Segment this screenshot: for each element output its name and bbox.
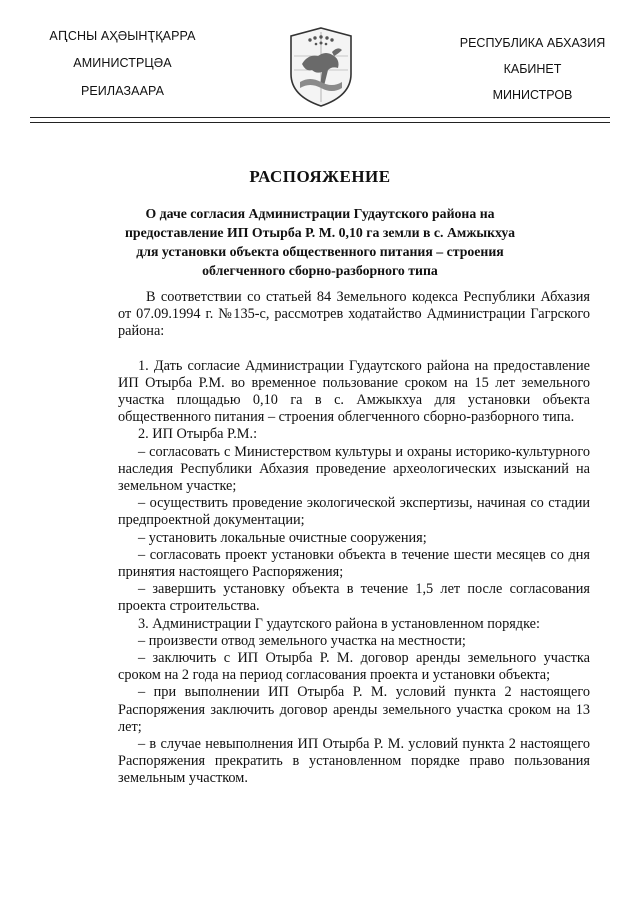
clause-3-item: – заключить с ИП Отырба Р. М. договор аренды земельного участка сроком на 2 года на период согласования проекта и установки объекта; xyxy=(118,650,590,684)
header-left-line: АԤСНЫ АҲӘЫНҬҚАРРА xyxy=(49,29,196,43)
header-left-line: РЕИЛАЗААРА xyxy=(80,84,165,98)
subject-line: предоставление ИП Отырба Р. М. 0,10 га земли в с. Амжыкхуа xyxy=(124,225,516,240)
clause-3-item: – при выполнении ИП Отырба Р. М. условий пункта 2 настоящего Распоряжения заключить договор аренды земельного участка сроком на 13 лет; xyxy=(118,684,590,735)
header-divider xyxy=(30,117,610,118)
header-right-line: МИНИСТРОВ xyxy=(492,88,573,102)
clause-1: 1. Дать согласие Администрации Гудаутского района на предоставление ИП Отырба Р.М. во временное пользование сроком на 15 лет земельного участка площадью 0,10 га в с. Амжыкхуа для установки объекта общественного питания – строения облегченного сборно-разборного типа. xyxy=(118,357,590,426)
clause-2-item: – согласовать с Министерством культуры и охраны историко-культурного наследия Республики Абхазия проведение археологических изысканий на земельном участке; xyxy=(118,443,590,495)
preamble-paragraph: В соответствии со статьей 84 Земельного кодекса Республики Абхазия от 07.09.1994 г. №135-с, рассмотрев ходатайство Администрации Гагрского района: xyxy=(118,289,590,340)
clause-2-item: – осуществить проведение экологической экспертизы, начиная со стадии предпроектной документации; xyxy=(118,495,590,529)
clause-2-item: – согласовать проект установки объекта в течение шести месяцев со дня принятия настоящего Распоряжения; xyxy=(118,546,590,581)
header-left-line: АМИНИСТРЦӘА xyxy=(73,56,172,70)
header-divider xyxy=(30,122,610,123)
clause-2-item: – завершить установку объекта в течение 1,5 лет после согласования проекта строительства. xyxy=(118,581,590,615)
document-title: РАСПОЯЖЕНИЕ xyxy=(249,167,391,186)
clause-3-item: – произвести отвод земельного участка на местности; xyxy=(138,632,466,649)
subject-line: для установки объекта общественного питания – строения xyxy=(136,244,504,259)
header-right-line: КАБИНЕТ xyxy=(503,62,562,76)
header-russian-block xyxy=(435,36,630,114)
document-body xyxy=(118,289,590,788)
clause-2-item: – установить локальные очистные сооружения; xyxy=(138,529,427,546)
clause-2-heading: 2. ИП Отырба Р.М.: xyxy=(138,426,258,443)
subject-line: облегченного сборно-разборного типа xyxy=(202,263,438,278)
header-abkhaz-block xyxy=(20,28,225,112)
subject-line: О даче согласия Администрации Гудаутского района на xyxy=(145,206,495,221)
header-right-line: РЕСПУБЛИКА АБХАЗИЯ xyxy=(459,36,606,50)
document-subject xyxy=(120,204,520,280)
clause-3-item: – в случае невыполнения ИП Отырба Р. М. условий пункта 2 настоящего Распоряжения прекратить в установленном порядке право пользования земельным участком. xyxy=(118,736,590,787)
clause-3-heading: 3. Администрации Г удаутского района в установленном порядке: xyxy=(138,615,540,632)
state-emblem-icon xyxy=(288,26,354,108)
